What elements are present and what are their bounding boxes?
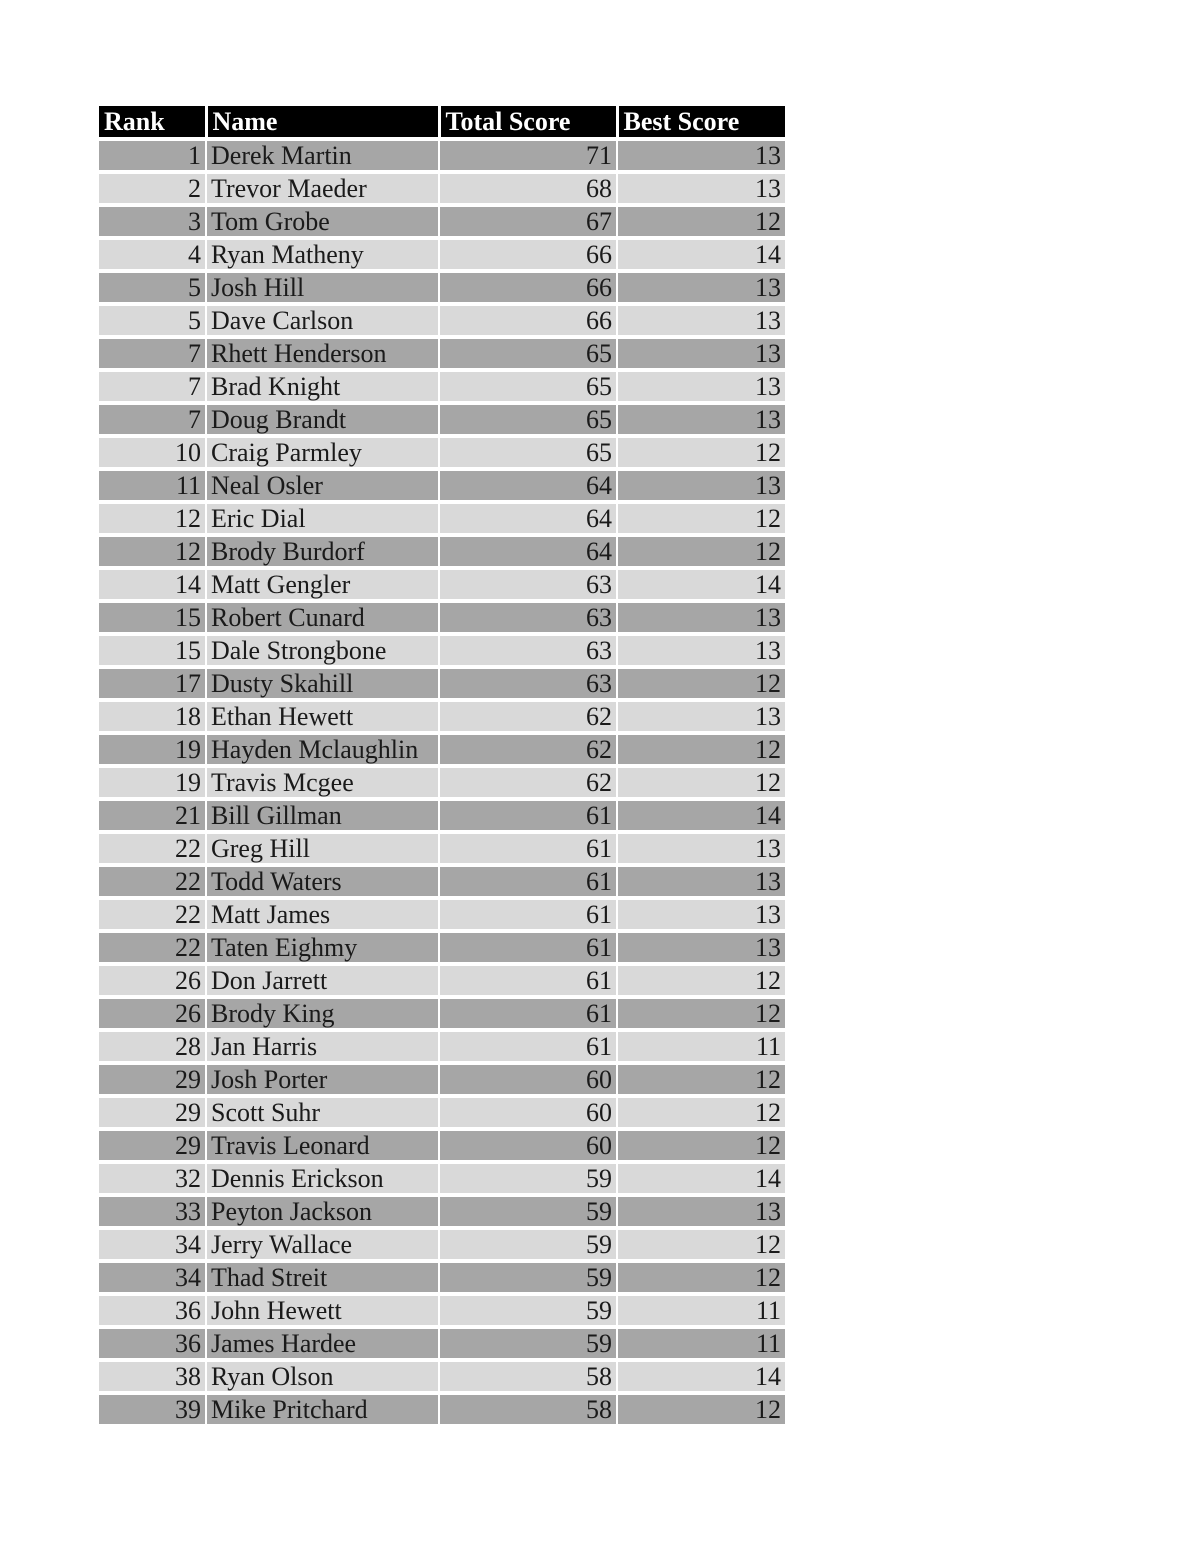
table-row (99, 1162, 785, 1195)
total-score-cell: 61 (439, 799, 617, 832)
name-cell: Scott Suhr (206, 1096, 439, 1129)
table-row (99, 139, 785, 172)
total-score-cell: 60 (439, 1129, 617, 1162)
name-cell: Craig Parmley (206, 436, 439, 469)
total-score-cell: 63 (439, 601, 617, 634)
table-row (99, 205, 785, 238)
total-score-cell: 68 (439, 172, 617, 205)
total-score-cell: 71 (439, 139, 617, 172)
table-row (99, 634, 785, 667)
name-cell: Ethan Hewett (206, 700, 439, 733)
rank-cell: 34 (99, 1228, 206, 1261)
name-cell: Eric Dial (206, 502, 439, 535)
table-row (99, 370, 785, 403)
name-cell: Peyton Jackson (206, 1195, 439, 1228)
table-row (99, 1228, 785, 1261)
table-row (99, 1195, 785, 1228)
total-score-cell: 61 (439, 832, 617, 865)
total-score-cell: 67 (439, 205, 617, 238)
best-score-cell: 11 (617, 1327, 785, 1360)
best-score-cell: 13 (617, 832, 785, 865)
name-cell: Tom Grobe (206, 205, 439, 238)
best-score-cell: 13 (617, 469, 785, 502)
best-score-cell: 14 (617, 1162, 785, 1195)
header-name: Name (206, 106, 439, 139)
best-score-cell: 14 (617, 1360, 785, 1393)
total-score-cell: 64 (439, 535, 617, 568)
total-score-cell: 65 (439, 370, 617, 403)
name-cell: Josh Porter (206, 1063, 439, 1096)
total-score-cell: 59 (439, 1228, 617, 1261)
table-row (99, 469, 785, 502)
best-score-cell: 12 (617, 535, 785, 568)
total-score-cell: 60 (439, 1096, 617, 1129)
best-score-cell: 13 (617, 931, 785, 964)
best-score-cell: 12 (617, 502, 785, 535)
rank-cell: 7 (99, 337, 206, 370)
name-cell: Trevor Maeder (206, 172, 439, 205)
rank-cell: 7 (99, 403, 206, 436)
rank-cell: 11 (99, 469, 206, 502)
total-score-cell: 58 (439, 1360, 617, 1393)
name-cell: Dale Strongbone (206, 634, 439, 667)
rank-cell: 7 (99, 370, 206, 403)
best-score-cell: 12 (617, 1096, 785, 1129)
table-row (99, 667, 785, 700)
total-score-cell: 63 (439, 568, 617, 601)
name-cell: Thad Streit (206, 1261, 439, 1294)
header-total-score: Total Score (439, 106, 617, 139)
table-row (99, 997, 785, 1030)
table-row (99, 700, 785, 733)
header-row (99, 106, 785, 139)
header-rank: Rank (99, 106, 206, 139)
table-row (99, 238, 785, 271)
rank-cell: 33 (99, 1195, 206, 1228)
table-header (99, 106, 785, 139)
total-score-cell: 62 (439, 766, 617, 799)
best-score-cell: 13 (617, 271, 785, 304)
rank-cell: 38 (99, 1360, 206, 1393)
rank-cell: 5 (99, 271, 206, 304)
rank-cell: 15 (99, 634, 206, 667)
name-cell: Todd Waters (206, 865, 439, 898)
rank-cell: 19 (99, 733, 206, 766)
rank-cell: 36 (99, 1327, 206, 1360)
name-cell: Jerry Wallace (206, 1228, 439, 1261)
name-cell: Brad Knight (206, 370, 439, 403)
total-score-cell: 66 (439, 271, 617, 304)
name-cell: Matt Gengler (206, 568, 439, 601)
total-score-cell: 64 (439, 469, 617, 502)
total-score-cell: 61 (439, 997, 617, 1030)
total-score-cell: 62 (439, 700, 617, 733)
name-cell: Ryan Matheny (206, 238, 439, 271)
table-row (99, 799, 785, 832)
table-row (99, 766, 785, 799)
total-score-cell: 61 (439, 1030, 617, 1063)
best-score-cell: 13 (617, 304, 785, 337)
rank-cell: 4 (99, 238, 206, 271)
name-cell: Brody King (206, 997, 439, 1030)
rank-cell: 10 (99, 436, 206, 469)
total-score-cell: 61 (439, 931, 617, 964)
table-row (99, 436, 785, 469)
table-row (99, 1261, 785, 1294)
name-cell: Greg Hill (206, 832, 439, 865)
total-score-cell: 59 (439, 1195, 617, 1228)
name-cell: Neal Osler (206, 469, 439, 502)
best-score-cell: 13 (617, 865, 785, 898)
table-row (99, 502, 785, 535)
name-cell: Matt James (206, 898, 439, 931)
best-score-cell: 12 (617, 997, 785, 1030)
name-cell: Doug Brandt (206, 403, 439, 436)
table-row (99, 1096, 785, 1129)
total-score-cell: 61 (439, 898, 617, 931)
best-score-cell: 12 (617, 1063, 785, 1096)
total-score-cell: 58 (439, 1393, 617, 1424)
table-row (99, 337, 785, 370)
total-score-cell: 65 (439, 436, 617, 469)
rank-cell: 2 (99, 172, 206, 205)
name-cell: Travis Mcgee (206, 766, 439, 799)
best-score-cell: 13 (617, 337, 785, 370)
total-score-cell: 64 (439, 502, 617, 535)
rank-cell: 36 (99, 1294, 206, 1327)
total-score-cell: 65 (439, 337, 617, 370)
total-score-cell: 63 (439, 634, 617, 667)
standings-table (99, 106, 785, 1424)
rank-cell: 22 (99, 898, 206, 931)
table-row (99, 304, 785, 337)
header-best-score: Best Score (617, 106, 785, 139)
rank-cell: 1 (99, 139, 206, 172)
table-row (99, 898, 785, 931)
name-cell: Derek Martin (206, 139, 439, 172)
total-score-cell: 59 (439, 1261, 617, 1294)
best-score-cell: 13 (617, 898, 785, 931)
rank-cell: 12 (99, 535, 206, 568)
name-cell: Dennis Erickson (206, 1162, 439, 1195)
name-cell: Jan Harris (206, 1030, 439, 1063)
best-score-cell: 12 (617, 766, 785, 799)
rank-cell: 29 (99, 1063, 206, 1096)
rank-cell: 17 (99, 667, 206, 700)
rank-cell: 34 (99, 1261, 206, 1294)
name-cell: Ryan Olson (206, 1360, 439, 1393)
name-cell: Robert Cunard (206, 601, 439, 634)
best-score-cell: 12 (617, 205, 785, 238)
table-row (99, 1393, 785, 1424)
best-score-cell: 12 (617, 1261, 785, 1294)
best-score-cell: 12 (617, 667, 785, 700)
best-score-cell: 12 (617, 1228, 785, 1261)
table-body (99, 139, 785, 1424)
best-score-cell: 11 (617, 1294, 785, 1327)
rank-cell: 29 (99, 1096, 206, 1129)
name-cell: Dusty Skahill (206, 667, 439, 700)
total-score-cell: 61 (439, 865, 617, 898)
total-score-cell: 59 (439, 1327, 617, 1360)
table-row (99, 865, 785, 898)
rank-cell: 26 (99, 997, 206, 1030)
table-row (99, 832, 785, 865)
best-score-cell: 13 (617, 403, 785, 436)
name-cell: Travis Leonard (206, 1129, 439, 1162)
rank-cell: 26 (99, 964, 206, 997)
table-row (99, 172, 785, 205)
rank-cell: 21 (99, 799, 206, 832)
total-score-cell: 66 (439, 304, 617, 337)
rank-cell: 12 (99, 502, 206, 535)
name-cell: Don Jarrett (206, 964, 439, 997)
name-cell: Bill Gillman (206, 799, 439, 832)
best-score-cell: 12 (617, 436, 785, 469)
best-score-cell: 14 (617, 238, 785, 271)
table-row (99, 964, 785, 997)
best-score-cell: 13 (617, 634, 785, 667)
rank-cell: 19 (99, 766, 206, 799)
table-row (99, 1294, 785, 1327)
table-row (99, 1129, 785, 1162)
rank-cell: 14 (99, 568, 206, 601)
name-cell: Brody Burdorf (206, 535, 439, 568)
best-score-cell: 14 (617, 799, 785, 832)
table-row (99, 1063, 785, 1096)
best-score-cell: 12 (617, 1393, 785, 1424)
name-cell: Taten Eighmy (206, 931, 439, 964)
table-row (99, 535, 785, 568)
total-score-cell: 59 (439, 1294, 617, 1327)
name-cell: Rhett Henderson (206, 337, 439, 370)
best-score-cell: 13 (617, 172, 785, 205)
best-score-cell: 11 (617, 1030, 785, 1063)
name-cell: Josh Hill (206, 271, 439, 304)
rank-cell: 5 (99, 304, 206, 337)
rank-cell: 22 (99, 865, 206, 898)
total-score-cell: 62 (439, 733, 617, 766)
rank-cell: 15 (99, 601, 206, 634)
table-row (99, 601, 785, 634)
table-row (99, 1360, 785, 1393)
standings-sheet (99, 106, 785, 1424)
rank-cell: 29 (99, 1129, 206, 1162)
rank-cell: 3 (99, 205, 206, 238)
table-row (99, 403, 785, 436)
total-score-cell: 63 (439, 667, 617, 700)
best-score-cell: 12 (617, 964, 785, 997)
total-score-cell: 61 (439, 964, 617, 997)
name-cell: Hayden Mclaughlin (206, 733, 439, 766)
best-score-cell: 12 (617, 1129, 785, 1162)
rank-cell: 18 (99, 700, 206, 733)
name-cell: Mike Pritchard (206, 1393, 439, 1424)
total-score-cell: 59 (439, 1162, 617, 1195)
name-cell: James Hardee (206, 1327, 439, 1360)
best-score-cell: 13 (617, 139, 785, 172)
total-score-cell: 66 (439, 238, 617, 271)
table-row (99, 1327, 785, 1360)
total-score-cell: 65 (439, 403, 617, 436)
name-cell: Dave Carlson (206, 304, 439, 337)
rank-cell: 39 (99, 1393, 206, 1424)
best-score-cell: 13 (617, 1195, 785, 1228)
table-row (99, 1030, 785, 1063)
rank-cell: 28 (99, 1030, 206, 1063)
best-score-cell: 13 (617, 700, 785, 733)
best-score-cell: 13 (617, 370, 785, 403)
table-row (99, 931, 785, 964)
rank-cell: 32 (99, 1162, 206, 1195)
table-row (99, 568, 785, 601)
best-score-cell: 14 (617, 568, 785, 601)
best-score-cell: 13 (617, 601, 785, 634)
name-cell: John Hewett (206, 1294, 439, 1327)
rank-cell: 22 (99, 832, 206, 865)
table-row (99, 271, 785, 304)
total-score-cell: 60 (439, 1063, 617, 1096)
best-score-cell: 12 (617, 733, 785, 766)
table-row (99, 733, 785, 766)
rank-cell: 22 (99, 931, 206, 964)
